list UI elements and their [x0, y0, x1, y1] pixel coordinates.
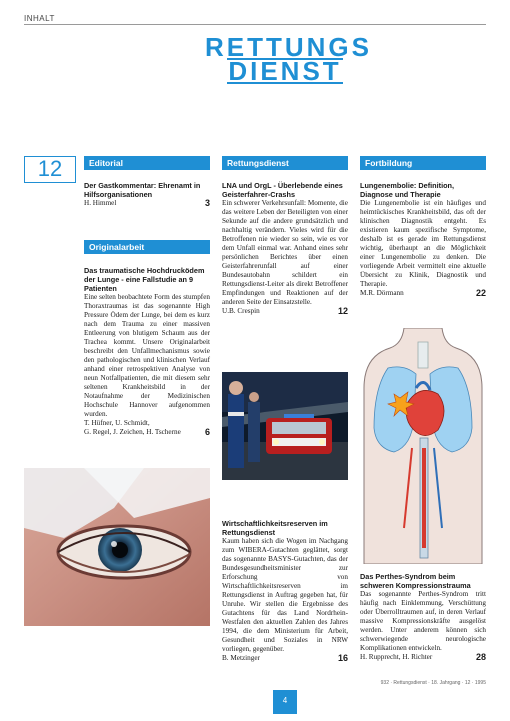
original-authors-1: T. Hüfner, U. Schmidt, [84, 419, 150, 427]
logo-line-1: RETTUNGS [205, 32, 372, 62]
page-number: 4 [273, 690, 297, 714]
original-bar: Originalarbeit [84, 240, 210, 254]
fortbildung-bar: Fortbildung [360, 156, 486, 170]
lungen-title: Lungenembolie: Definition, Diagnose und Therapie [360, 181, 455, 199]
lna-entry[interactable] [222, 181, 348, 316]
issue-number: 12 [24, 156, 76, 183]
perthes-page: 28 [475, 652, 486, 662]
editorial-title: Der Gastkommentar: Ehrenamt in Hilfsorganisationen [84, 181, 201, 199]
footer-citation: 932 · Rettungsdienst · 18. Jahrgang · 12 · 1995 [380, 680, 486, 686]
lungen-body: Die Lungenembolie ist ein häufiges und heimtückisches Krankheitsbild, das oft der klinischen Diagnostik entgeht. Es existieren kaum spezifische Symptome, deshalb ist es gerade im Rettungsdienst wichtig, überhaupt an die Möglichkeit einer Lungenembolie zu denken. Die vorliegende Arbeit vermittelt eine aktuelle Übersicht zu Klinik, Diagnostik und Therapie. [360, 199, 486, 288]
lna-author: U.B. Crespin [222, 307, 260, 315]
lna-title: LNA und OrgL - Überlebende eines Geisterfahrer-Crashs [222, 181, 343, 199]
lungen-entry[interactable] [360, 181, 486, 298]
section-label: INHALT [24, 14, 55, 23]
perthes-body: Das sogenannte Perthes-Syndrom tritt häufig nach Einklemmung, Verschüttung oder Überrolltraumen auf, in deren Verlauf massive Kompressionskräfte ausgelöst werden. Unter anderem können sich schwerwiegende neurologische Komplikationen entwickeln. [360, 590, 486, 652]
header-rule [24, 24, 486, 25]
rettungsdienst-bar: Rettungsdienst [222, 156, 348, 170]
wirt-entry[interactable] [222, 519, 348, 663]
editorial-page: 3 [204, 198, 210, 208]
original-authors-2: G. Regel, J. Zeichen, H. Tscherne [84, 428, 181, 436]
wirt-author: B. Metzinger [222, 654, 260, 662]
lungen-author: M.R. Dörmann [360, 289, 404, 297]
lungen-page: 22 [475, 288, 486, 298]
perthes-author: H. Rupprecht, H. Richter [360, 653, 433, 661]
eye-photo [24, 468, 210, 626]
magazine-logo [205, 32, 372, 86]
wirt-page: 16 [337, 653, 348, 663]
original-page: 6 [204, 427, 210, 437]
editorial-bar: Editorial [84, 156, 210, 170]
original-body: Eine selten beobachtete Form des stumpfen Thoraxtraumas ist das sogenannte High Pressure Ödem der Lunge, bei dem es kurz nach dem Trauma zu einer massiven Entleerung von blutigem Schaum aus der Trachea kommt. Unsere Originalarbeit beschreibt den Unfallmechanismus sowie den pathologischen und klinischen Verlauf anhand einer retrospektiven Analyse von neun Notfallpatienten, die mit diesem sehr seltenen Krankheitsbild in der Notaufnahme der Medizinischen Hochschule Hannover aufgenommen wurden. [84, 293, 210, 418]
wirt-body: Kaum haben sich die Wogen im Nachgang zum WIBERA-Gutachten geglättet, sorgt das sogenannte BASYS-Gutachten, das der Bundesgesundheitsminister zur Erforschung von Wirtschaftlichkeitsreserven im Rettungsdienst in Auftrag gegeben hat, für Unruhe. Wir stellen die Ergebnisse des Gutachtens für das Land Nordrhein-Westfalen den aktuellen Zahlen des Jahres 1994, die dem Ministerium für Arbeit, Gesundheit und Soziales in NRW vorliegen, gegenüber. [222, 537, 348, 653]
lung-embolism-illustration [360, 328, 486, 564]
lna-page: 12 [337, 306, 348, 316]
ambulance-photo [222, 372, 348, 480]
editorial-entry[interactable] [84, 181, 210, 208]
logo-line-2: DIENST [228, 56, 342, 86]
original-title: Das traumatische Hochdrucködem der Lunge - eine Fallstudie an 9 Patienten [84, 266, 205, 293]
lna-body: Ein schwerer Verkehrsunfall: Momente, die das weitere Leben der Beteiligten von einer Sekunde auf die andere grundsätzlich und nachhaltig verändern. Vieles wird für die Betroffenen nie wieder so sein, wie es vor dem Unfall einmal war. Anhand eines sehr persönlichen Berichtes über einen Geisterfahrerunfall auf einer Bundesautobahn schildert ein Rettungsdienst-Leiter als direkt Betroffener Empfindungen und Reaktionen auf der anderen Seite der Einsatzstelle. [222, 199, 348, 306]
editorial-author: H. Himmel [84, 199, 117, 207]
wirt-title: Wirtschaftlichkeitsreserven im Rettungsdienst [222, 519, 328, 537]
perthes-entry[interactable] [360, 572, 486, 662]
original-entry[interactable] [84, 266, 210, 437]
perthes-title: Das Perthes-Syndrom beim schweren Kompressionstrauma [360, 572, 471, 590]
